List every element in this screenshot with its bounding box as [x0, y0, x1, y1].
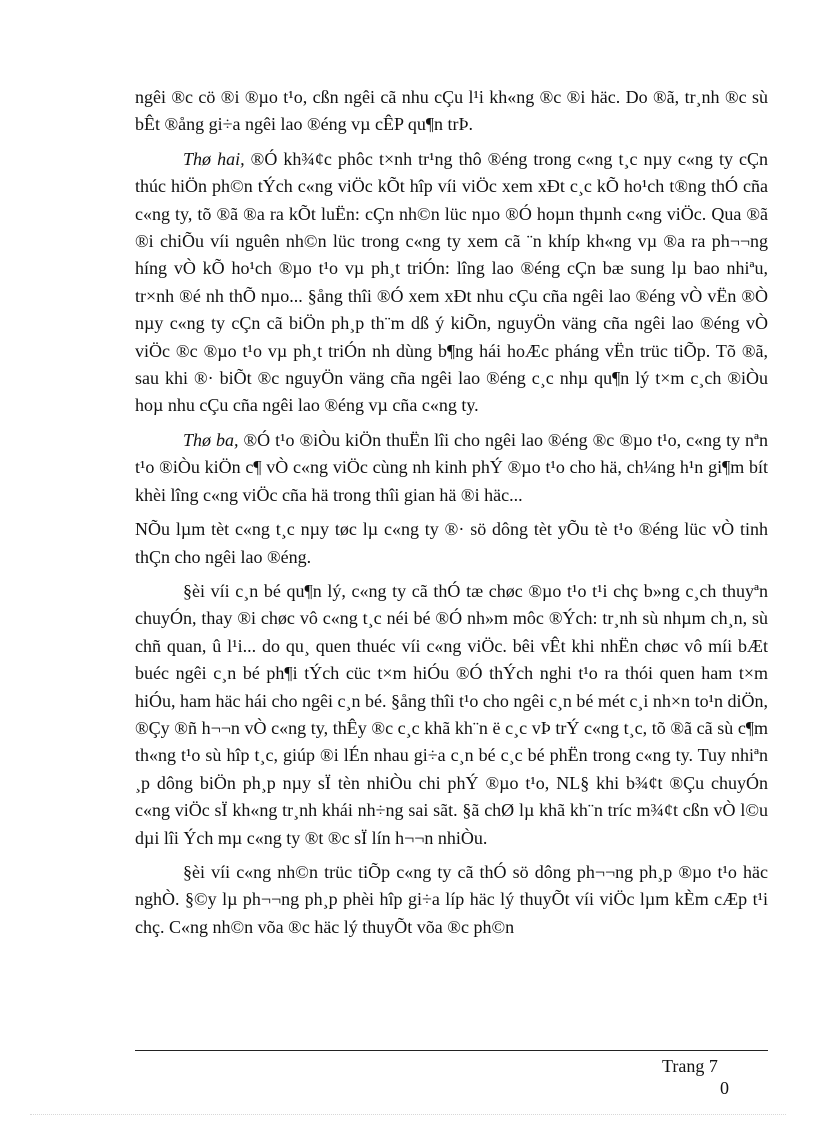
paragraph — [135, 859, 768, 941]
text-line: c¸ch ®iÒu hoµ nhu cÇu cña ngêi lao ®éng vµ cña c«ng ty. — [135, 368, 768, 416]
text-line: vÒ tinh thÇn cho ngêi lao ®éng. — [135, 519, 769, 567]
text-line: NÕu lµm tèt c«ng t¸c nµy tøc lµ c«ng ty ®· sö dông tèt yÕu tè t¹o ®éng lüc — [135, 519, 707, 540]
text-line: ho¹ch t®ng thÓ cña c«ng ty, tõ ®ã ®a ra kÕt luËn: cÇn nh©n lüc nµo ®Ó — [135, 176, 769, 224]
body-text — [135, 84, 768, 941]
text-line: ®Ó kh¾¢c phôc t×nh tr¹ng thô ®éng trong c«ng t¸c nµy c«ng — [250, 148, 713, 169]
paragraph-lead: Thø hai, — [183, 148, 245, 169]
text-line: thuyªn chuyÓn, thay ®i chøc vô c«ng t¸c néi bé ®Ó nh»m môc ®Ých: tr¸nh — [135, 580, 769, 629]
text-line: sau khi ®· biÕt ®c nguyÖn väng cña ngêi lao ®éng c¸c nhµ qu¶n lý t×m — [135, 368, 685, 389]
text-line: m¾¢t cßn vÒ l©u dµi lîi Ých mµ c«ng ty ®t ®c sÏ lín h¬¬n nhiÒu. — [135, 800, 768, 848]
text-line: §èi víi c¸n bé qu¶n lý, c«ng ty cã thÓ tæ chøc ®µo t¹o t¹i chç b»ng c¸ch — [183, 580, 717, 601]
text-line: cã biÖn ph¸p th¨m dß ý kiÕn, nguyÖn väng cña ngêi lao ®éng vÒ viÖc ®c — [135, 313, 768, 361]
text-line: hä, ch¼ng h¹n gi¶m bít khèi lîng c«ng viÖc cña hä trong thîi gian hä ®i — [135, 457, 768, 505]
paragraph — [135, 146, 768, 420]
text-line: triÓn: lîng lao ®éng cÇn bæ sung lµ bao nhiªu, tr×nh ®é nh thÕ nµo... §ång — [135, 258, 768, 306]
text-line: khi nhËn chøc vô míi bÆt buéc ngêi c¸n bé ph¶i tÝch cüc t×m hiÓu ®Ó — [135, 635, 769, 684]
text-line: ®Ó t¹o ®iÒu kiÖn thuËn lîi cho ngêi lao ®éng ®c ®µo t¹o, — [243, 429, 682, 450]
text-line: ty cÇn thúc hiÖn ph©n tÝch c«ng viÖc kÕt hîp víi viÖc xem xÐt c¸c kÕ — [135, 148, 769, 197]
text-line: lµm kÈm cÆp t¹i chç. C«ng nh©n võa ®c häc lý thuyÕt võa ®c ph©n — [135, 889, 768, 937]
paragraph — [135, 427, 768, 509]
text-line: thÊy ®c c¸c khã kh¨n ë c¸c vÞ trÝ c«ng t¸c, tõ ®ã cã sù c¶m th«ng t¹o sù hîp — [135, 717, 769, 766]
paragraph — [135, 578, 768, 852]
paragraph — [135, 84, 768, 139]
page-label: Trang 7 — [662, 1056, 718, 1076]
text-line: hoµn thµnh c«ng viÖc. Qua ®ã ®i chiÕu víi nguên nh©n lüc trong c«ng ty — [135, 203, 769, 252]
text-line: t¹o häc nghÒ. §©y lµ ph¬¬ng ph¸p phèi hîp gi÷a líp häc lý thuyÕt víi viÖc — [135, 861, 768, 910]
text-line: sù nhµm ch¸n, sù chñ quan, û l¹i... do qu¸ quen thuéc víi c«ng viÖc. bêi vÊt — [135, 608, 768, 656]
text-line: t¸c, giúp ®i lÉn nhau gi÷a c¸n bé c¸c bé phËn trong c«ng ty. Tuy nhiªn ¸p — [135, 745, 769, 793]
text-line: dông biÖn ph¸p nµy sÏ tèn nhiÒu chi phÝ ®µo t¹o, NL§ khi b¾¢t ®Çu — [156, 772, 705, 793]
text-line: §èi víi c«ng nh©n trüc tiÕp c«ng ty cã thÓ sö dông ph¬¬ng ph¸p ®µo — [183, 861, 712, 882]
text-line: c«ng ty nªn t¹o ®iÒu kiÖn c¶ vÒ c«ng viÖc cùng nh kinh phÝ ®µo t¹o cho — [135, 429, 769, 478]
text-line: ®µo t¹o vµ ph¸t triÓn nh dùng b¶ng hái hoÆc pháng vËn trüc tiÕp. Tõ ®ã, — [203, 340, 769, 361]
paragraph — [135, 516, 768, 571]
page-number: 0 — [720, 1078, 729, 1098]
text-line: häc... — [484, 484, 523, 505]
text-line: thîi ®Ó xem xÐt nhu cÇu cña ngêi lao ®éng vÒ vËn ®Ò nµy c«ng ty cÇn — [135, 285, 769, 334]
footer-divider — [135, 1050, 768, 1051]
text-line: tr¸nh ®c sù bÊt ®ång gi÷a ngêi lao ®éng vµ cÊP qu¶n trÞ. — [135, 87, 768, 135]
text-line: thîi t¹o cho ngêi c¸n bé mét c¸i nh×n to¹n diÖn, ®Çy ®ñ h¬¬n vÒ c«ng ty, — [135, 690, 768, 738]
page-edge-dots — [30, 1114, 786, 1115]
text-line: chuyÓn c«ng viÖc sÏ kh«ng tr¸nh khái nh÷ng sai sãt. §ã chØ lµ khã kh¨n tríc — [135, 772, 769, 821]
text-line: xem cã ¨n khíp kh«ng vµ ®a ra ph¬¬ng híng vÒ kÕ ho¹ch ®µo t¹o vµ ph¸t — [135, 231, 769, 279]
paragraph-lead: Thø ba, — [183, 429, 239, 450]
text-line: ngêi ®c cö ®i ®µo t¹o, cßn ngêi cã nhu cÇu l¹i kh«ng ®c ®i häc. Do ®ã, — [135, 87, 680, 107]
text-line: thÝch nghi t¹o ra thói quen ham t×m hiÓu, ham häc hái cho ngêi c¸n bé. §ång — [135, 663, 768, 711]
